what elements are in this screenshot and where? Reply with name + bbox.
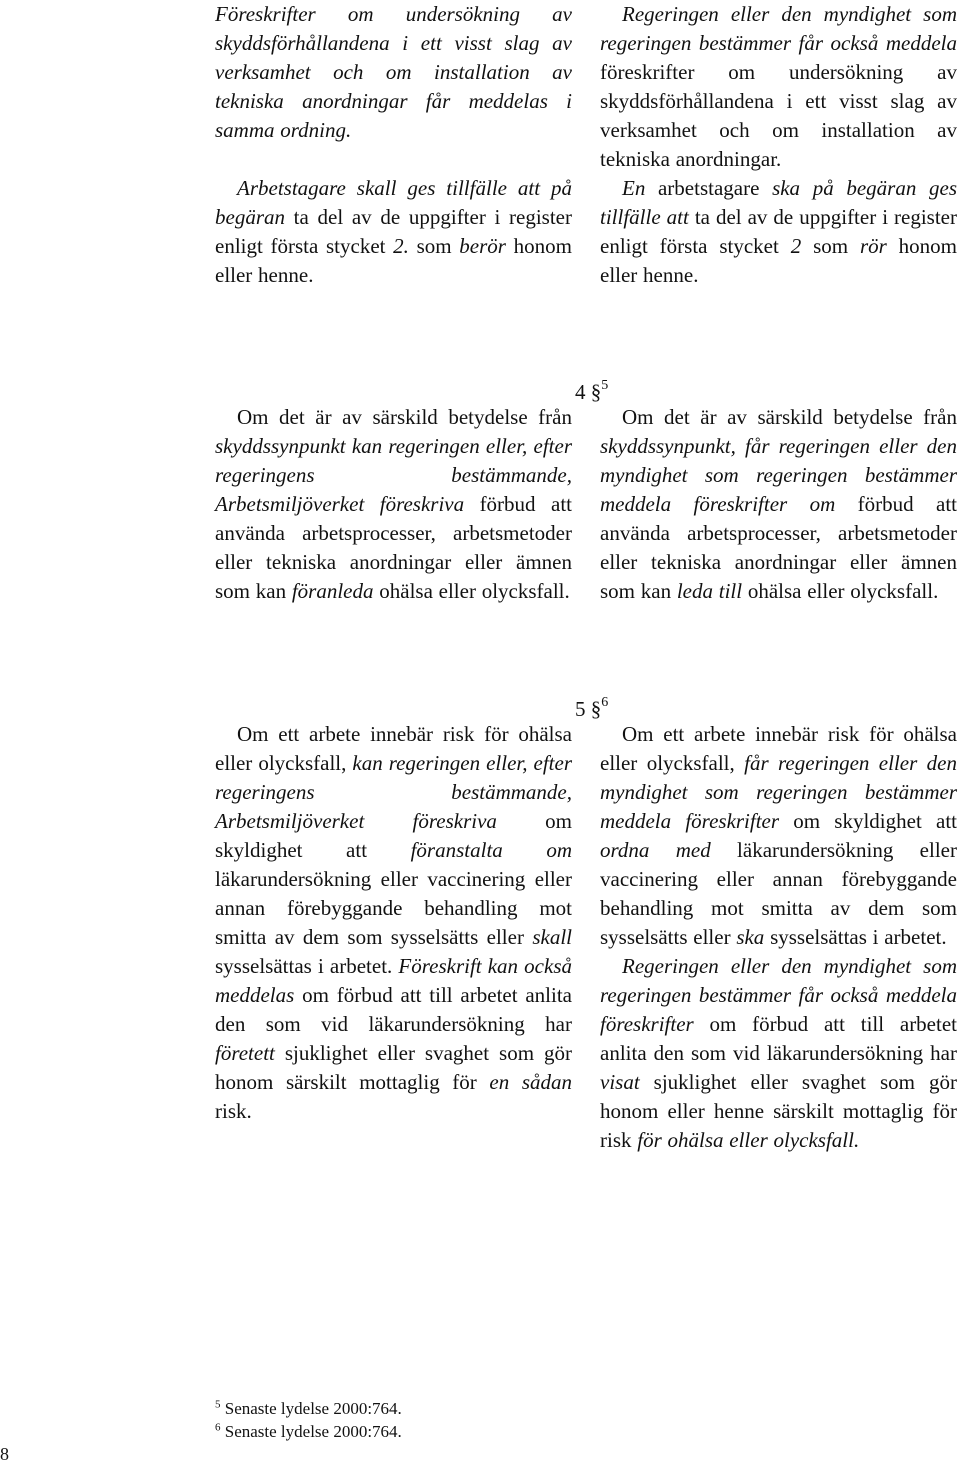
left-paragraph: Om det är av särskild betydelse från skyddssynpunkt kan regeringen eller, efter regeringens bestämmande, Arbetsmiljöverket föreskriva förbud att använda arbetsprocesser, arbetsmetoder eller tekniska anordningar eller ämnen som kan föranleda ohälsa eller olycksfall. bbox=[215, 405, 572, 603]
right-paragraph: Regeringen eller den myndighet som regeringen bestämmer får också meddela föreskrifter om undersökning av skyddsförhållandena i ett visst slag av verksamhet och om installation av tekniska anordningar. bbox=[600, 2, 957, 171]
left-column-block1 bbox=[215, 0, 572, 290]
section-number: 4 bbox=[575, 380, 586, 404]
section-heading-4 bbox=[575, 376, 608, 404]
left-column-section4 bbox=[215, 403, 572, 606]
footnote-mark: 6 bbox=[215, 1421, 221, 1434]
footnote-mark: 5 bbox=[215, 1398, 221, 1411]
footnote-text: Senaste lydelse 2000:764. bbox=[224, 1422, 402, 1441]
footnote-reference: 5 bbox=[601, 378, 609, 393]
right-column-section4 bbox=[600, 403, 957, 606]
left-paragraph: Om ett arbete innebär risk för ohälsa eller olycksfall, kan regeringen eller, efter regeringens bestämmande, Arbetsmiljöverket föreskriva om skyldighet att föranstalta om läkarundersökning eller vaccinering eller annan förebyggande behandling mot smitta av dem som sysselsätts eller skall sysselsättas i arbetet. Föreskrift kan också meddelas om förbud att till arbetet anlita den som vid läkarundersökning har företett sjuklighet eller svaghet som gör honom särskilt mottaglig för en sådan risk. bbox=[215, 722, 572, 1123]
right-paragraph: Om ett arbete innebär risk för ohälsa eller olycksfall, får regeringen eller den myndighet som regeringen bestämmer meddela föreskrifter om skyldighet att ordna med läkarundersökning eller vaccinering eller annan förebyggande behandling mot smitta av dem som sysselsätts eller ska sysselsättas i arbetet. bbox=[600, 722, 957, 949]
section-heading-5 bbox=[575, 693, 608, 721]
page-number: 8 bbox=[0, 1444, 9, 1464]
left-paragraph: Föreskrifter om undersökning av skyddsförhållandena i ett visst slag av verksamhet och om installation av tekniska anordningar får meddelas i samma ordning. bbox=[215, 2, 572, 142]
right-paragraph: Om det är av särskild betydelse från skyddssynpunkt, får regeringen eller den myndighet som regeringen bestämmer meddela föreskrifter om förbud att använda arbetsprocesser, arbetsmetoder eller tekniska anordningar eller ämnen som kan leda till ohälsa eller olycksfall. bbox=[600, 405, 957, 603]
section-symbol: § bbox=[590, 380, 602, 404]
footnote bbox=[215, 1421, 402, 1443]
left-column-section5 bbox=[215, 720, 572, 1126]
right-column-block1 bbox=[600, 0, 957, 290]
footnote-text: Senaste lydelse 2000:764. bbox=[224, 1399, 402, 1418]
section-symbol: § bbox=[590, 697, 602, 721]
section-number: 5 bbox=[575, 697, 586, 721]
left-paragraph: Arbetstagare skall ges tillfälle att på begäran ta del av de uppgifter i register enligt första stycket 2. som berör honom eller henne. bbox=[215, 176, 572, 287]
footnote bbox=[215, 1398, 402, 1420]
right-column-section5 bbox=[600, 720, 957, 1155]
right-paragraph: En arbetstagare ska på begäran ges tillfälle att ta del av de uppgifter i register enligt första stycket 2 som rör honom eller henne. bbox=[600, 176, 957, 287]
right-paragraph: Regeringen eller den myndighet som regeringen bestämmer får också meddela föreskrifter om förbud att till arbetet anlita den som vid läkarundersökning har visat sjuklighet eller svaghet som gör honom eller henne särskilt mottaglig för risk för ohälsa eller olycksfall. bbox=[600, 954, 957, 1152]
footnote-reference: 6 bbox=[601, 695, 609, 710]
